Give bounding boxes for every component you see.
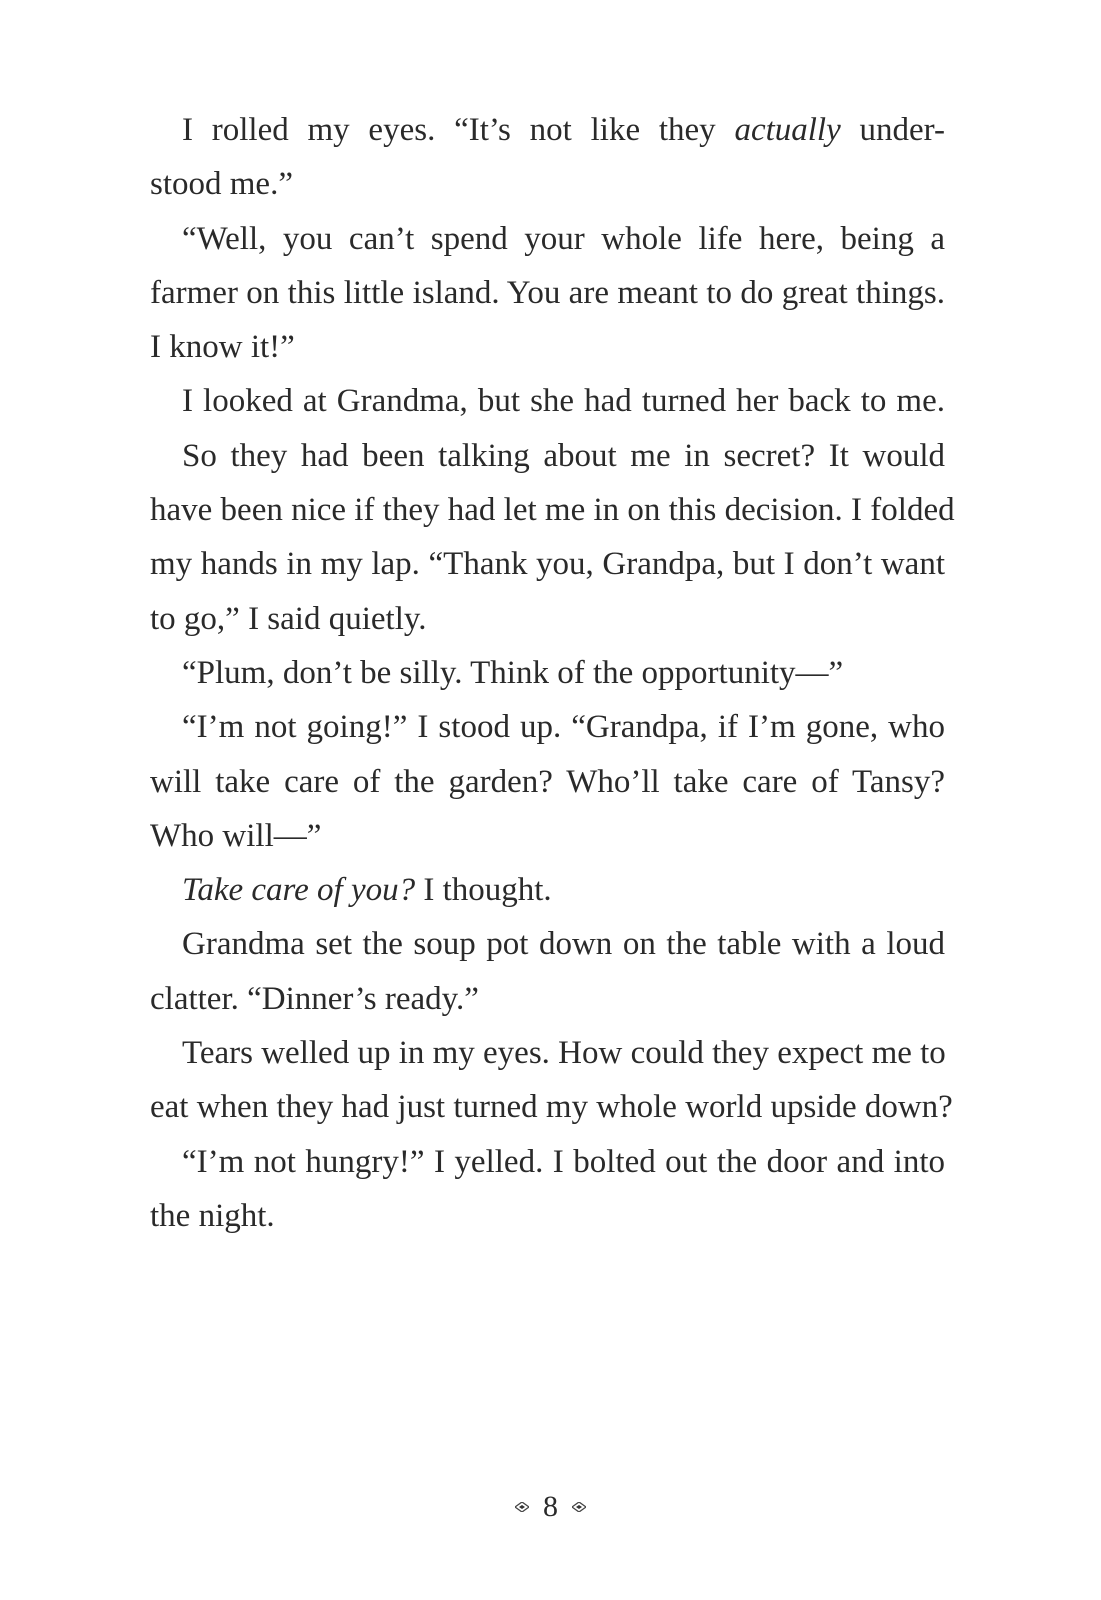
text-line — [150, 1189, 945, 1243]
italic-text: actually — [734, 112, 841, 148]
text-segment: “I’m not hungry!” I yelled. I bolted out the door and into — [182, 1143, 945, 1180]
text-line — [150, 374, 945, 428]
text-segment: “Plum, don’t be silly. Think of the opportunity—” — [182, 654, 844, 691]
text-segment: I thought. — [415, 872, 552, 909]
text-line — [150, 1080, 953, 1134]
text-segment: to go,” I said quietly. — [150, 600, 427, 637]
text-line — [150, 429, 945, 483]
text-line — [150, 320, 945, 374]
diamond-icon — [572, 1502, 586, 1512]
text-line — [150, 1135, 945, 1189]
italic-text: Take care of you? — [182, 872, 416, 909]
text-segment: I looked at Grandma, but she had turned her back to me. — [182, 383, 945, 420]
text-line — [150, 212, 945, 266]
page-number: 8 — [543, 1490, 558, 1523]
text-segment: have been nice if they had let me in on this decision. I folded — [150, 492, 955, 529]
text-segment: the night. — [150, 1197, 275, 1234]
text-segment: eat when they had just turned my whole world upside down? — [150, 1089, 953, 1126]
text-line — [150, 537, 945, 591]
text-line — [150, 157, 945, 211]
body-text — [150, 103, 955, 1243]
text-segment: stood me.” — [150, 166, 293, 203]
text-segment: clatter. “Dinner’s ready.” — [150, 980, 479, 1017]
text-line — [150, 809, 945, 863]
text-line — [150, 863, 945, 917]
diamond-icon — [515, 1502, 529, 1512]
text-segment: I know it!” — [150, 329, 295, 366]
text-line — [150, 972, 945, 1026]
text-segment: Who will—” — [150, 817, 322, 854]
text-segment: Tears welled up in my eyes. How could they expect me to — [182, 1035, 946, 1072]
text-line — [150, 700, 945, 754]
text-line — [150, 592, 945, 646]
text-segment: under- — [840, 112, 945, 148]
text-segment: I rolled my eyes. “It’s not like they — [182, 112, 735, 148]
text-line — [150, 483, 955, 537]
text-line — [150, 755, 945, 809]
page-number-footer — [0, 1490, 1101, 1524]
text-segment: farmer on this little island. You are meant to do great things. — [150, 274, 945, 311]
text-line — [150, 917, 945, 971]
text-segment: will take care of the garden? Who’ll take care of Tansy? — [150, 763, 945, 800]
text-segment: “Well, you can’t spend your whole life here, being a — [182, 220, 945, 257]
text-segment: “I’m not going!” I stood up. “Grandpa, if I’m gone, who — [182, 709, 945, 746]
text-line — [150, 1026, 945, 1080]
text-line — [150, 103, 945, 157]
text-line — [150, 646, 945, 700]
text-segment: my hands in my lap. “Thank you, Grandpa, but I don’t want — [150, 546, 945, 583]
text-line — [150, 266, 945, 320]
text-segment: Grandma set the soup pot down on the table with a loud — [182, 926, 945, 963]
text-segment: So they had been talking about me in secret? It would — [182, 437, 945, 474]
